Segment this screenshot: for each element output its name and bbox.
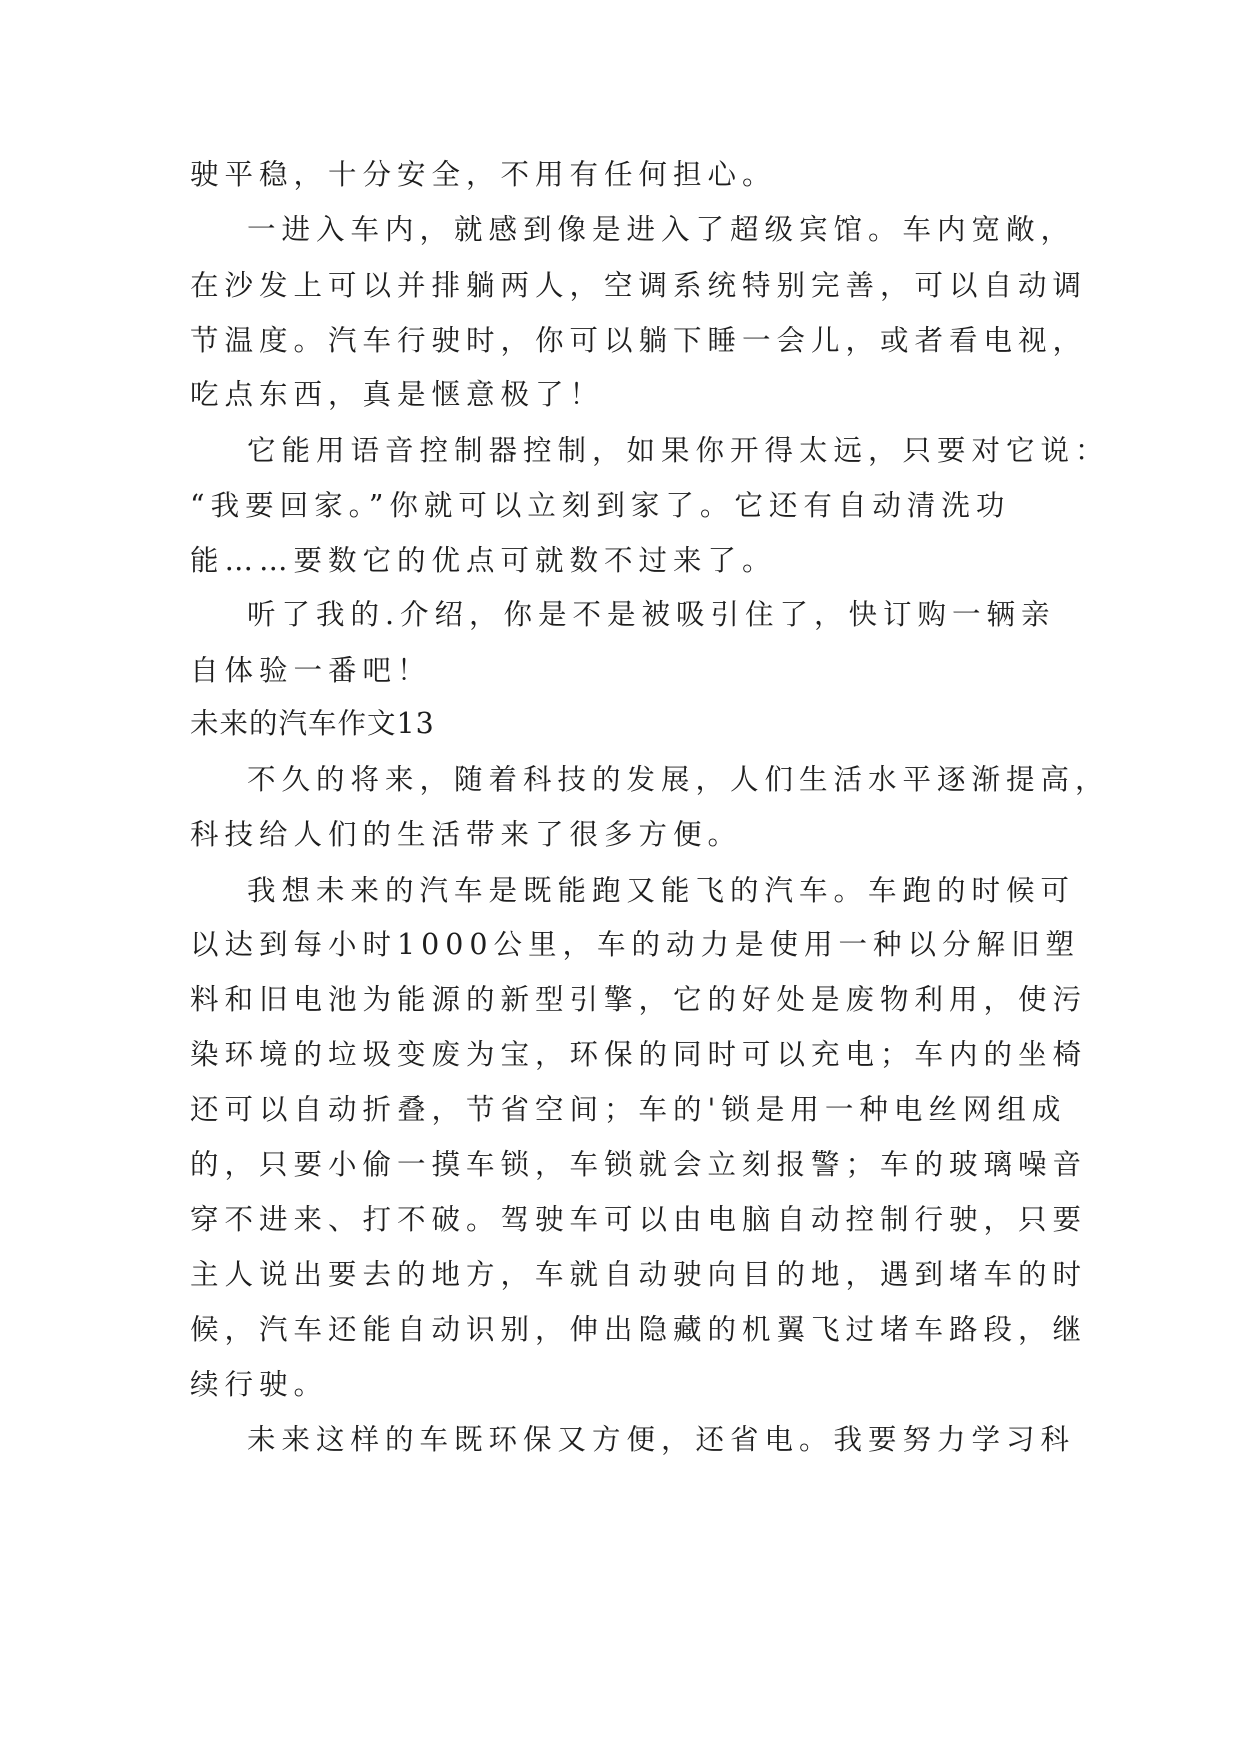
text-line: 的，只要小偷一摸车锁，车锁就会立刻报警；车的玻璃噪音 (190, 1148, 1088, 1181)
text-line: 驶平稳，十分安全，不用有任何担心。 (190, 158, 777, 191)
text-line: 候，汽车还能自动识别，伸出隐藏的机翼飞过堵车路段，继 (190, 1313, 1088, 1346)
text-line: 科技给人们的生活带来了很多方便。 (190, 818, 743, 851)
text-line: 料和旧电池为能源的新型引擎，它的好处是废物利用，使污 (190, 983, 1088, 1016)
text-line: 主人说出要去的地方，车就自动驶向目的地，遇到堵车的时 (190, 1258, 1088, 1291)
text-line: 穿不进来、打不破。驾驶车可以由电脑自动控制行驶，只要 (190, 1203, 1088, 1236)
text-line: 未来这样的车既环保又方便，还省电。我要努力学习科 (247, 1423, 1076, 1456)
text-line: 能……要数它的优点可就数不过来了。 (190, 544, 777, 577)
text-line: 一进入车内，就感到像是进入了超级宾馆。车内宽敞， (247, 213, 1076, 246)
text-line: 在沙发上可以并排躺两人，空调系统特别完善，可以自动调 (190, 269, 1088, 302)
text-line: 续行驶。 (190, 1368, 329, 1401)
text-line: “我要回家。”你就可以立刻到家了。它还有自动清洗功 (190, 489, 1011, 522)
text-line: 还可以自动折叠，节省空间；车的'锁是用一种电丝网组成 (190, 1093, 1067, 1126)
text-line: 我想未来的汽车是既能跑又能飞的汽车。车跑的时候可 (247, 874, 1076, 907)
text-line: 以达到每小时1000公里，车的动力是使用一种以分解旧塑 (190, 928, 1081, 961)
text-line: 它能用语音控制器控制，如果你开得太远，只要对它说： (247, 434, 1110, 467)
text-line: 不久的将来，随着科技的发展，人们生活水平逐渐提高， (247, 763, 1110, 796)
text-line: 吃点东西，真是惬意极了！ (190, 378, 605, 411)
text-line: 自体验一番吧！ (190, 654, 432, 687)
section-heading: 未来的汽车作文13 (190, 707, 435, 740)
text-line: 节温度。汽车行驶时，你可以躺下睡一会儿，或者看电视， (190, 324, 1088, 357)
text-line: 染环境的垃圾变废为宝，环保的同时可以充电；车内的坐椅 (190, 1038, 1088, 1071)
text-line: 听了我的.介绍，你是不是被吸引住了，快订购一辆亲 (247, 598, 1056, 631)
